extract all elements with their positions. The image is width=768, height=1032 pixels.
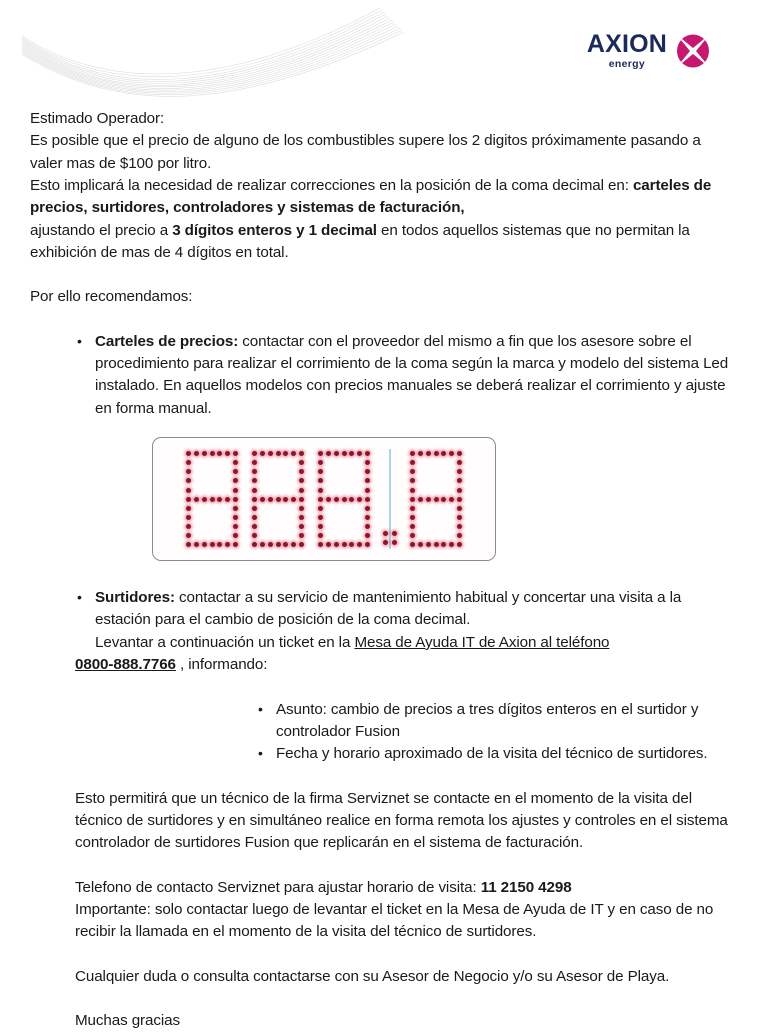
logo-energy-text: energy <box>608 58 646 70</box>
led-dot <box>410 469 415 474</box>
led-dot <box>457 542 462 547</box>
led-dot <box>186 451 191 456</box>
serviznet-phone[interactable]: 11 2150 4298 <box>480 878 572 896</box>
led-dot <box>291 497 296 502</box>
important-note: Importante: solo contactar luego de levantar el ticket en la Mesa de Ayuda de IT y en caso de no recibir la llamada en el momento de la visita del técnico de surtidores. <box>75 900 714 941</box>
led-dot <box>426 542 431 547</box>
intro-p3-bold: 3 dígitos enteros y 1 decimal <box>172 221 377 239</box>
intro-paragraph-2 <box>30 175 738 220</box>
led-dot <box>318 469 323 474</box>
led-dot <box>299 469 304 474</box>
document-body <box>0 108 768 1032</box>
led-dot <box>291 542 296 547</box>
page-header <box>0 0 768 108</box>
led-dot <box>252 451 257 456</box>
led-dot <box>233 451 238 456</box>
led-dot <box>210 451 215 456</box>
led-dot <box>457 515 462 520</box>
led-dot <box>299 524 304 529</box>
led-dot <box>410 451 415 456</box>
led-panel <box>152 437 496 561</box>
led-dot <box>217 451 222 456</box>
bullet-dot-icon: • <box>77 589 82 606</box>
led-dot <box>365 524 370 529</box>
led-dot <box>410 478 415 483</box>
led-dot <box>233 460 238 465</box>
led-dot <box>349 451 354 456</box>
led-dot <box>365 533 370 538</box>
sub-bullet-asunto <box>30 699 738 744</box>
led-dot <box>276 542 281 547</box>
led-dot <box>291 451 296 456</box>
led-dot <box>202 542 207 547</box>
led-dot <box>449 451 454 456</box>
led-dot <box>186 469 191 474</box>
led-dot <box>233 533 238 538</box>
bullet-surtidores <box>30 587 738 632</box>
led-dot <box>365 497 370 502</box>
led-dot <box>365 469 370 474</box>
led-dot <box>457 478 462 483</box>
bullet-surtidores-label: Surtidores: <box>95 589 175 607</box>
led-dot <box>365 506 370 511</box>
bullet-dot-icon: • <box>258 700 263 717</box>
led-dot <box>186 478 191 483</box>
led-dot <box>365 451 370 456</box>
led-dot <box>334 497 339 502</box>
led-dot <box>252 497 257 502</box>
led-dot <box>318 460 323 465</box>
led-dot <box>318 488 323 493</box>
led-dot <box>349 497 354 502</box>
led-dot <box>202 497 207 502</box>
led-dot <box>410 515 415 520</box>
led-dot <box>194 497 199 502</box>
led-dot <box>252 524 257 529</box>
led-dot <box>186 460 191 465</box>
led-dot <box>260 542 265 547</box>
led-dot <box>283 542 288 547</box>
led-dot <box>418 542 423 547</box>
led-dot <box>276 451 281 456</box>
led-dot <box>260 451 265 456</box>
led-dot <box>225 542 230 547</box>
led-dot <box>410 497 415 502</box>
led-digit-4 <box>403 447 469 551</box>
intro-p2-bold: carteles de precios, surtidores, controladores y sistemas de facturación, <box>30 177 712 217</box>
led-dot <box>252 542 257 547</box>
led-dot <box>426 497 431 502</box>
bullet-carteles-text: contactar con el proveedor del mismo a fin que los asesore sobre el procedimiento para realizar el corrimiento de la coma según la marca y modelo del sistema Led instalado. En aquellos modelos con precios manuales se deberá realizar el corrimiento y ajuste en forma manual. <box>95 332 729 417</box>
led-dot <box>457 497 462 502</box>
led-dot <box>457 488 462 493</box>
led-dot <box>349 542 354 547</box>
led-dot <box>283 451 288 456</box>
led-dot <box>299 506 304 511</box>
serviznet-paragraph: Esto permitirá que un técnico de la firma Serviznet se contacte en el momento de la visita del técnico de surtidores y en simultáneo realice en forma remota los ajustes y controles en el sistema controlador de surtidores Fusion que replicarán en el sistema de facturación. <box>75 789 728 852</box>
led-dot <box>268 542 273 547</box>
led-dot <box>186 542 191 547</box>
led-dot <box>233 524 238 529</box>
led-dot <box>186 488 191 493</box>
led-dot <box>252 488 257 493</box>
led-dot <box>252 460 257 465</box>
mesa-de-ayuda-link[interactable]: Mesa de Ayuda IT de Axion al teléfono <box>354 633 610 651</box>
led-dot <box>457 524 462 529</box>
led-dot <box>334 542 339 547</box>
led-dot <box>217 542 222 547</box>
recommend-heading: Por ello recomendamos: <box>30 288 193 306</box>
led-digit-3 <box>311 447 377 551</box>
led-dot <box>318 451 323 456</box>
bullet-carteles-body <box>95 331 738 420</box>
intro-p3-suffix: en todos aquellos sistemas que no permitan la exhibición de mas de 4 dígitos en total. <box>30 221 690 262</box>
led-digit-2 <box>245 447 311 551</box>
led-dot <box>225 451 230 456</box>
led-digit-1 <box>179 447 245 551</box>
led-dot <box>418 451 423 456</box>
led-dot <box>449 542 454 547</box>
led-dot <box>457 460 462 465</box>
led-dot <box>233 478 238 483</box>
led-dot <box>457 469 462 474</box>
led-dot <box>357 497 362 502</box>
decimal-position-guide-line <box>389 449 391 549</box>
led-dot <box>410 542 415 547</box>
led-dot <box>410 460 415 465</box>
led-dot <box>426 451 431 456</box>
contact-prefix: Telefono de contacto Serviznet para ajustar horario de visita: <box>75 878 481 896</box>
led-decimal-comma-slot <box>377 447 403 551</box>
led-dot <box>318 524 323 529</box>
led-dot <box>410 533 415 538</box>
intro-p3-prefix: ajustando el precio a <box>30 221 173 239</box>
led-dot <box>210 542 215 547</box>
led-dot <box>252 533 257 538</box>
led-dot <box>318 497 323 502</box>
bullet-dot-icon: • <box>77 332 82 349</box>
led-dot <box>365 460 370 465</box>
led-dot <box>365 542 370 547</box>
led-dot <box>357 542 362 547</box>
ticket-instruction-line <box>30 632 738 654</box>
led-dot <box>318 506 323 511</box>
swoosh-decoration-graphic <box>8 0 408 108</box>
bullet-carteles-label: Carteles de precios: <box>95 332 239 350</box>
led-dot <box>299 451 304 456</box>
serviznet-contact-line <box>30 877 738 899</box>
led-dot <box>233 506 238 511</box>
led-dot <box>457 533 462 538</box>
led-dot <box>441 542 446 547</box>
led-dot <box>268 497 273 502</box>
led-dot <box>276 497 281 502</box>
led-dot <box>268 451 273 456</box>
led-dot <box>225 497 230 502</box>
bullet-dot-icon: • <box>258 745 263 762</box>
led-dot <box>318 533 323 538</box>
led-dot <box>418 497 423 502</box>
led-dot <box>299 533 304 538</box>
led-dot <box>186 515 191 520</box>
bullet-carteles-de-precios <box>30 331 738 420</box>
led-dot <box>299 542 304 547</box>
led-dot <box>357 451 362 456</box>
led-dot <box>410 488 415 493</box>
led-dot <box>326 497 331 502</box>
mesa-de-ayuda-phone[interactable]: 0800-888.7766 <box>75 656 176 674</box>
led-dot <box>457 451 462 456</box>
led-dot <box>449 497 454 502</box>
led-dot <box>186 506 191 511</box>
led-dot <box>299 515 304 520</box>
ticket-prefix: Levantar a continuación un ticket en la <box>95 633 355 651</box>
bullet-surtidores-text: contactar a su servicio de mantenimiento habitual y concertar una visita a la estación para el cambio de posición de la coma decimal. <box>95 589 682 629</box>
led-dot <box>186 497 191 502</box>
led-dot <box>434 497 439 502</box>
led-dot <box>252 478 257 483</box>
led-dot <box>260 497 265 502</box>
led-dot <box>342 497 347 502</box>
led-dot <box>365 478 370 483</box>
led-dot <box>299 497 304 502</box>
led-dot <box>342 451 347 456</box>
closing-line: Cualquier duda o consulta contactarse con su Asesor de Negocio y/o su Asesor de Playa. <box>75 967 670 985</box>
led-price-sign-figure <box>30 437 738 561</box>
ticket-suffix: , informando: <box>175 656 268 674</box>
led-dot <box>233 497 238 502</box>
intro-line-2: valer mas de $100 por litro. <box>30 154 212 172</box>
ticket-phone-line <box>30 654 738 676</box>
led-dot <box>365 488 370 493</box>
led-dot <box>326 451 331 456</box>
sub-bullet-fecha-text: Fecha y horario aproximado de la visita del técnico de surtidores. <box>276 745 708 763</box>
led-dot <box>441 451 446 456</box>
led-dot <box>441 497 446 502</box>
greeting-line: Estimado Operador: <box>30 110 165 127</box>
led-dot <box>342 542 347 547</box>
led-dot <box>252 515 257 520</box>
thanks-line: Muchas gracias <box>75 1011 180 1029</box>
bullet-surtidores-body <box>95 587 738 632</box>
logo-axion-text: AXION <box>586 30 667 58</box>
axion-energy-logo <box>587 32 710 70</box>
led-dot <box>457 506 462 511</box>
led-dot <box>217 497 222 502</box>
led-dot <box>434 542 439 547</box>
led-dot <box>233 515 238 520</box>
intro-line-1: Es posible que el precio de alguno de los combustibles supere los 2 digitos próximamente pasando a <box>30 132 701 150</box>
led-dot <box>410 524 415 529</box>
led-dot <box>299 460 304 465</box>
sub-bullet-fecha-horario <box>30 743 738 765</box>
led-dot <box>326 542 331 547</box>
led-dot <box>252 506 257 511</box>
led-dot <box>233 542 238 547</box>
led-dot <box>299 488 304 493</box>
led-dot <box>365 515 370 520</box>
led-dot <box>252 469 257 474</box>
sub-bullet-asunto-text: Asunto: cambio de precios a tres dígitos enteros en el surtidor y controlador Fusion <box>276 700 699 740</box>
led-dot <box>318 515 323 520</box>
led-dot <box>318 542 323 547</box>
led-dot <box>194 451 199 456</box>
led-dot <box>283 497 288 502</box>
led-dot <box>334 451 339 456</box>
led-dot <box>299 478 304 483</box>
led-dot <box>233 488 238 493</box>
intro-paragraph-3 <box>30 220 738 265</box>
led-dot <box>186 533 191 538</box>
led-dot <box>410 506 415 511</box>
led-dot <box>210 497 215 502</box>
led-dot <box>202 451 207 456</box>
led-dot <box>318 478 323 483</box>
intro-p2-prefix: Esto implicará la necesidad de realizar correcciones en la posición de la coma decimal en: <box>30 177 633 195</box>
logo-wordmark <box>587 32 667 70</box>
led-dot <box>186 524 191 529</box>
led-dot <box>434 451 439 456</box>
led-dot <box>194 542 199 547</box>
led-dot <box>233 469 238 474</box>
intro-paragraph-1 <box>30 130 738 175</box>
axion-x-mark-icon <box>676 34 710 68</box>
